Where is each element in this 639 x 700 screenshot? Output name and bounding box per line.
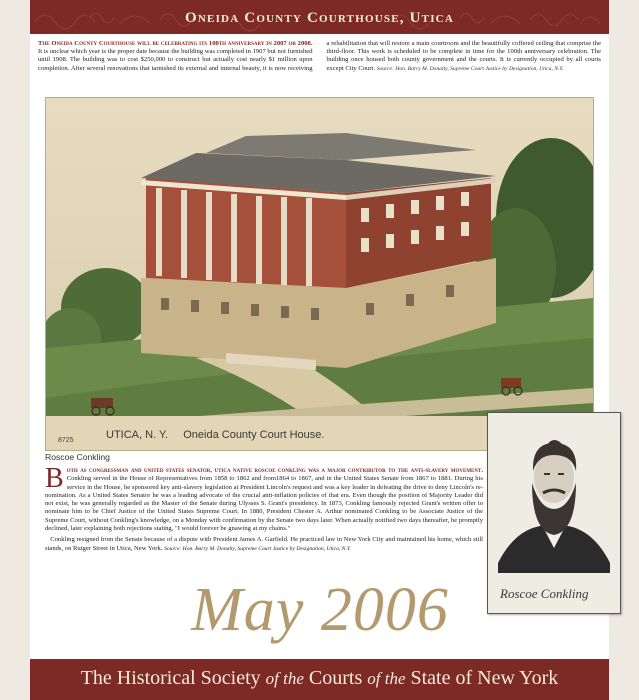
society-of-1: of the <box>265 669 304 688</box>
bio-body-1: Conkling served in the House of Representatives from 1858 to 1862 and from1864 to 1867, and in the United States Senate from 1867 to 1881. During his service in the House, he sponsored key anti-slavery legislation at President Lincoln's request and was a key leader in defeating the drive to deny Lincoln's re-nomination. As a United States Senator he was a leading advocate of the crucial anti-inflation policies of that era. Even though the position of Majority Leader did not exist, he was generally regarded as the Master of the Senate during Ulysses S. Grant's presidency. In 1873, Conkling famously rejected Grant's written offer to nominate him to be Chief Justice of the United States Supreme Court. In 1880, President Chester A. Arthur nominated Conkling to be Associate Justice of the Supreme Court, without Conkling's knowledge, on a Monday with confirmation by the Senate two days later. When actually notified two days thereafter, he promptly declined, later explaining both rejections stating, "I would forever be gnawing at my chains." <box>45 475 483 533</box>
portrait-engraving <box>488 413 620 613</box>
portrait-signature: Roscoe Conkling <box>500 586 589 601</box>
month-title: May 2006 <box>191 576 449 644</box>
header-band <box>30 0 609 34</box>
footer-band <box>30 659 609 700</box>
left-margin <box>0 0 30 700</box>
intro-lead: The Oneida County Courthouse will be celebrating its 100th anniversary in 2007 or 2008. <box>38 40 313 47</box>
society-part-2: Courts <box>303 667 368 689</box>
postcard-caption: UTICA, N. Y. Oneida County Court House. <box>106 429 325 441</box>
postcard-number: 8725 <box>58 437 74 444</box>
bio-text <box>45 463 483 556</box>
society-name <box>30 667 609 690</box>
page-title: Oneida County Courthouse, Utica <box>185 10 454 26</box>
bio-body-2: Conkling resigned from the Senate because of a dispute with President James A. Garfield. He practiced law in New York City and maintained his home, which still stands, on Rutger Street in Utica, New York. <box>45 536 483 552</box>
bio-heading: Roscoe Conkling <box>45 452 110 462</box>
conkling-portrait <box>487 412 621 614</box>
society-part-1: The Historical Society <box>80 667 266 689</box>
courthouse-illustration <box>46 98 593 450</box>
intro-body: It is unclear which year is the proper date because the building was completed in 1907 but not furnished until 1908. The building was to cost $250,000 to construct but actually cost nearly $1 million upon completion. After several renovations that tarnished its external and internal beauty, it is now receiving a rehabilitation that will restore a main courtroom and the beautifully coffered ceiling that comprise the third-floor. This work is scheduled to be complete in time for the 100th anniversary celebration. The building once housed both county government and the courts. It is currently occupied by all courts except City Court. <box>38 40 601 72</box>
bio-lead: oth as congressman and united states senator, utica native roscoe conkling was a major contributor to the anti-slavery movement. <box>66 467 483 474</box>
society-of-2: of the <box>367 669 406 688</box>
intro-text <box>38 40 601 73</box>
bio-dropcap: B <box>45 463 64 494</box>
bio-source: Source: Hon. Barry M. Donalty, Supreme Court Justice by Designation, Utica, N.Y. <box>164 545 351 552</box>
society-part-3: State of New York <box>405 667 559 689</box>
courthouse-postcard-image <box>45 97 594 451</box>
intro-source: Source: Hon. Barry M. Donalty, Supreme Court Justice by Designation, Utica, N.Y. <box>376 65 564 72</box>
